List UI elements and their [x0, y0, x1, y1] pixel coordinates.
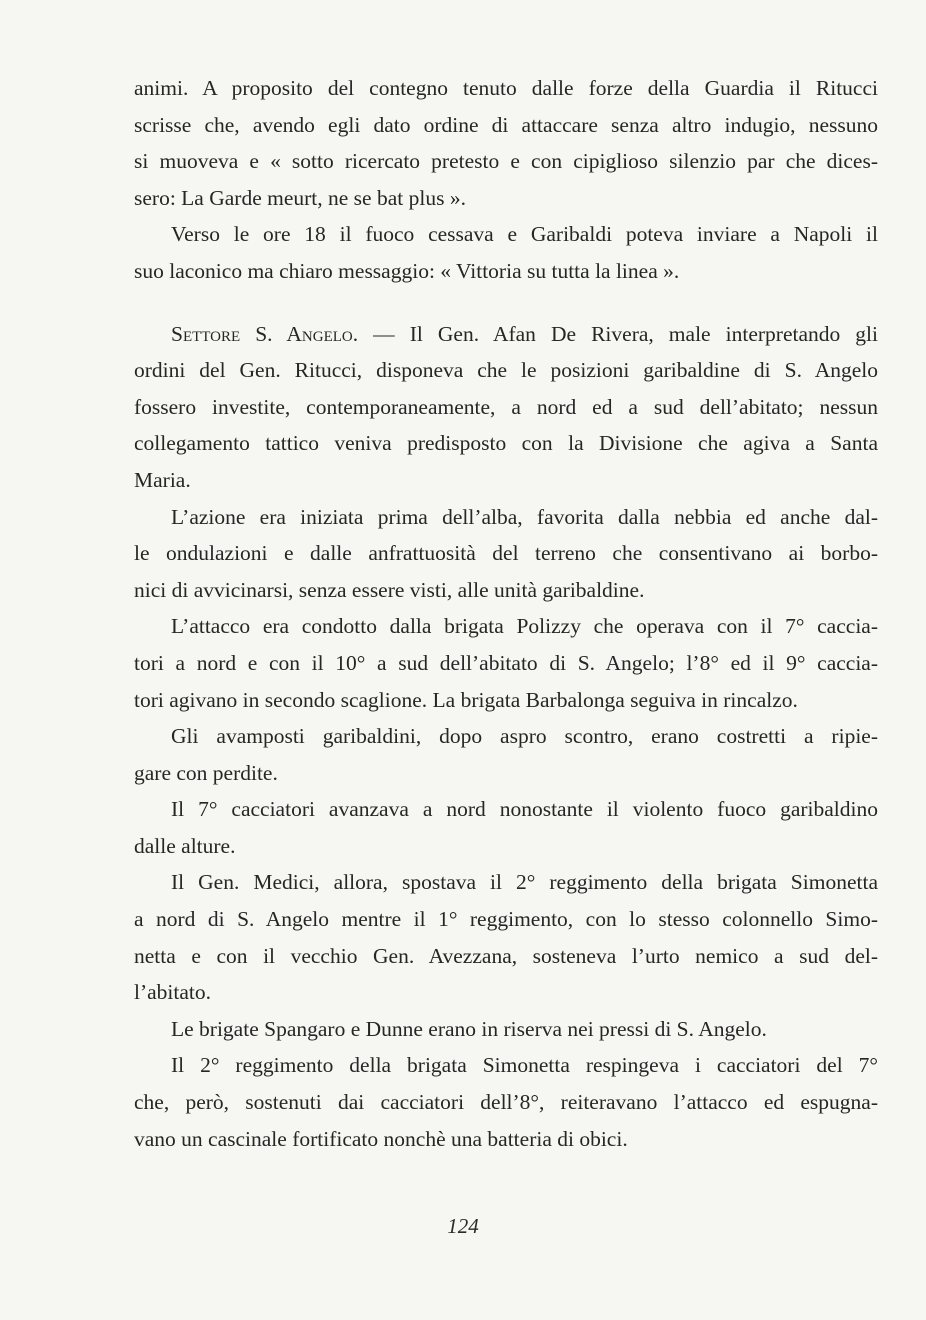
text-line: Il 2° reggimento della brigata Simonetta respingeva i cacciatori del 7°: [171, 1053, 878, 1078]
section-gap: [134, 290, 878, 316]
text-line: gare con perdite.: [134, 760, 278, 785]
text-line: che, però, sostenuti dai cacciatori dell’8°, reiteravano l’attacco ed espugna-: [134, 1090, 878, 1115]
text-line: ordini del Gen. Ritucci, disponeva che le posizioni garibaldine di S. Angelo: [134, 358, 878, 383]
section-heading-line: [134, 316, 878, 353]
text-line: nici di avvicinarsi, senza essere visti, alle unità garibaldine.: [134, 577, 645, 602]
text-line: vano un cascinale fortificato nonchè una batteria di obici.: [134, 1126, 628, 1151]
text-line: animi. A proposito del contegno tenuto dalle forze della Guardia il Ritucci: [134, 76, 878, 100]
text-line: tori a nord e con il 10° a sud dell’abitato di S. Angelo; l’8° ed il 9° caccia-: [134, 650, 878, 675]
page-number: 124: [447, 1214, 479, 1238]
text-line: si muoveva e « sotto ricercato pretesto e con cipiglioso silenzio par che dices-: [134, 149, 878, 174]
text-line: Verso le ore 18 il fuoco cessava e Garibaldi poteva inviare a Napoli il: [171, 222, 878, 247]
text-line: dalle alture.: [134, 833, 236, 858]
paragraph-6: [134, 718, 878, 791]
text-line: l’abitato.: [134, 980, 212, 1005]
paragraph-7: [134, 791, 878, 864]
paragraph-10: [134, 1047, 878, 1157]
paragraph-9: [134, 1011, 878, 1048]
text-line: fossero investite, contemporaneamente, a nord ed a sud dell’abitato; nessun: [134, 394, 878, 419]
paragraph-8: [134, 864, 878, 1010]
text-line: le ondulazioni e dalle anfrattuosità del terreno che consentivano ai borbo-: [134, 541, 878, 566]
text-line: — Il Gen. Afan De Rivera, male interpretando gli: [358, 321, 878, 346]
text-line: Le brigate Spangaro e Dunne erano in riserva nei pressi di S. Angelo.: [171, 1016, 767, 1041]
paragraph-4: [134, 499, 878, 609]
text-line: netta e con il vecchio Gen. Avezzana, sosteneva l’urto nemico a sud del-: [134, 943, 878, 968]
text-line: collegamento tattico veniva predisposto con la Divisione che agiva a Santa: [134, 431, 878, 456]
section-heading: Settore S. Angelo.: [171, 321, 359, 346]
text-line: Il 7° cacciatori avanzava a nord nonostante il violento fuoco garibaldino: [171, 797, 878, 822]
paragraph-5: [134, 608, 878, 718]
paragraph-settore-s-angelo: [134, 316, 878, 499]
text-line: sero: La Garde meurt, ne se bat plus ».: [134, 185, 466, 210]
text-line: L’azione era iniziata prima dell’alba, favorita dalla nebbia ed anche dal-: [171, 504, 878, 529]
text-line: L’attacco era condotto dalla brigata Polizzy che operava con il 7° caccia-: [171, 614, 878, 639]
text-line: suo laconico ma chiaro messaggio: « Vittoria su tutta la linea ».: [134, 258, 680, 283]
paragraph-2: [134, 216, 878, 289]
text-line: a nord di S. Angelo mentre il 1° reggimento, con lo stesso colonnello Simo-: [134, 907, 878, 932]
text-line: Gli avamposti garibaldini, dopo aspro scontro, erano costretti a ripie-: [171, 724, 878, 749]
paragraph-1: [134, 70, 878, 216]
text-line: Il Gen. Medici, allora, spostava il 2° reggimento della brigata Simonetta: [171, 870, 878, 895]
text-line: scrisse che, avendo egli dato ordine di attaccare senza altro indugio, nessuno: [134, 112, 878, 137]
body-text: [134, 70, 878, 1157]
text-line: Maria.: [134, 467, 191, 492]
text-line: tori agivano in secondo scaglione. La brigata Barbalonga seguiva in rincalzo.: [134, 687, 798, 712]
